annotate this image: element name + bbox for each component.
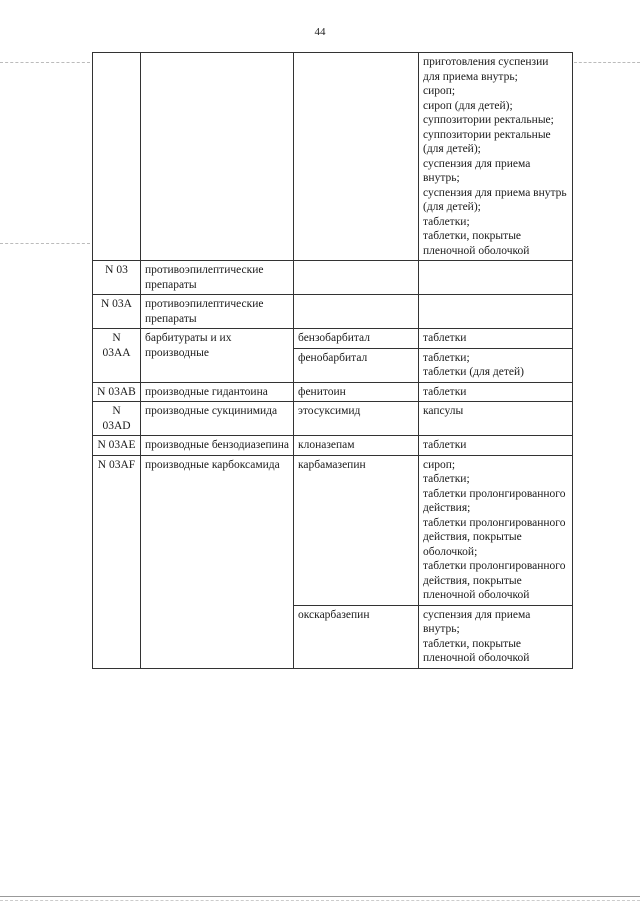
table-row-continuation	[93, 53, 573, 261]
dosage-forms-cell	[419, 402, 573, 436]
page-number: 44	[314, 26, 326, 38]
drug-name-cell: окскарбазепин	[294, 605, 419, 668]
scan-artifact-line	[574, 62, 640, 63]
group-cell	[141, 53, 294, 261]
drug-name-cell	[294, 261, 419, 295]
atc-code-cell: N 03AF	[93, 455, 141, 668]
dosage-form: капсулы	[423, 405, 464, 417]
dosage-forms-cell	[419, 605, 573, 668]
dosage-forms-cell	[419, 455, 573, 605]
dosage-form: приготовления суспензии для приема внутрь;	[423, 56, 549, 83]
drug-name-cell: фенобарбитал	[294, 348, 419, 382]
table-row	[93, 295, 573, 329]
dosage-form: таблетки, покрытые пленочной оболочкой	[423, 637, 530, 664]
dosage-form: суспензия для приема внутрь (для детей);	[423, 186, 567, 213]
dosage-form: таблетки	[423, 439, 467, 451]
dosage-form: таблетки пролонгированного действия, покрытые оболочкой;	[423, 516, 566, 558]
forms-cell	[419, 53, 573, 261]
dosage-form: таблетки	[423, 332, 467, 344]
dosage-forms-cell	[419, 436, 573, 456]
code-cell	[93, 53, 141, 261]
drug-cell	[294, 53, 419, 261]
group-name-cell: противоэпилептические препараты	[141, 261, 294, 295]
group-name-cell: противоэпилептические препараты	[141, 295, 294, 329]
dosage-form: сироп;	[423, 85, 456, 97]
atc-code-cell: N 03AE	[93, 436, 141, 456]
group-name-cell: производные карбоксамида	[141, 455, 294, 668]
dosage-form: таблетки пролонгированного действия;	[423, 487, 566, 514]
group-name-cell: производные сукцинимида	[141, 402, 294, 436]
dosage-form: таблетки пролонгированного действия, покрытые пленочной оболочкой	[423, 560, 566, 601]
atc-code-cell: N 03	[93, 261, 141, 295]
dosage-form: таблетки (для детей)	[423, 366, 524, 378]
table-row	[93, 402, 573, 436]
scan-artifact-line	[0, 243, 90, 244]
dosage-forms-cell	[419, 329, 573, 349]
table-row	[93, 455, 573, 605]
table-row	[93, 329, 573, 349]
dosage-form: сироп (для детей);	[423, 99, 513, 112]
dosage-form: суппозитории ректальные;	[423, 114, 554, 126]
table-row	[93, 436, 573, 456]
dosage-form: суппозитории ректальные (для детей);	[423, 128, 551, 155]
drug-name-cell	[294, 295, 419, 329]
dosage-forms-cell	[419, 348, 573, 382]
atc-code-cell: N 03AA	[93, 329, 141, 383]
scan-artifact-line	[0, 62, 90, 63]
dosage-form: суспензия для приема внутрь;	[423, 157, 531, 184]
drug-name-cell: карбамазепин	[294, 455, 419, 605]
atc-code-cell: N 03AD	[93, 402, 141, 436]
drug-name-cell: этосуксимид	[294, 402, 419, 436]
atc-code-cell: N 03A	[93, 295, 141, 329]
atc-code-cell: N 03AB	[93, 382, 141, 402]
drug-name-cell: фенитоин	[294, 382, 419, 402]
dosage-forms-cell	[419, 295, 573, 329]
dosage-form: таблетки;	[423, 215, 470, 228]
drug-name-cell: клоназепам	[294, 436, 419, 456]
group-name-cell: производные бензодиазепина	[141, 436, 294, 456]
dosage-forms-cell	[419, 382, 573, 402]
group-name-cell: производные гидантоина	[141, 382, 294, 402]
table-row	[93, 261, 573, 295]
dosage-form: таблетки;	[423, 351, 470, 364]
bottom-rule	[0, 900, 640, 901]
table-row	[93, 382, 573, 402]
dosage-form: таблетки;	[423, 473, 470, 485]
dosage-form: таблетки, покрытые пленочной оболочкой	[423, 230, 530, 257]
bottom-rule	[0, 896, 640, 897]
dosage-form: таблетки	[423, 385, 467, 398]
group-name-cell: барбитураты и их производные	[141, 329, 294, 383]
dosage-forms-cell	[419, 261, 573, 295]
drug-table	[92, 52, 573, 669]
drug-name-cell: бензобарбитал	[294, 329, 419, 349]
dosage-form: суспензия для приема внутрь;	[423, 608, 531, 635]
dosage-form: сироп;	[423, 458, 456, 471]
